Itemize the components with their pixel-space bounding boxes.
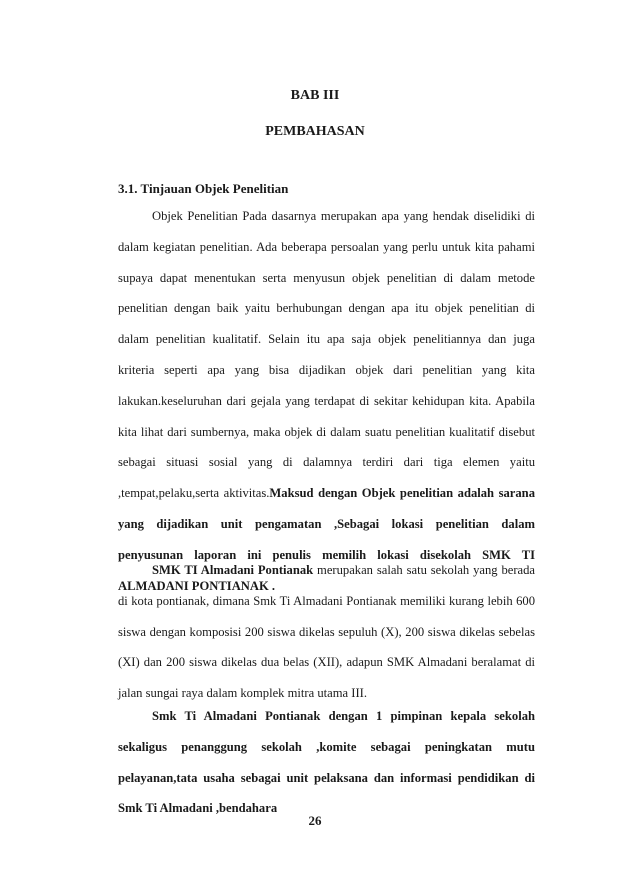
paragraph-bold-text: SMK TI Almadani Pontianak <box>152 563 314 577</box>
section-title: 3.1. Tinjauan Objek Penelitian <box>118 181 289 196</box>
paragraph-organization <box>118 701 535 824</box>
paragraph-objek-penelitian <box>118 201 535 601</box>
paragraph-text: Objek Penelitian Pada dasarnya merupakan apa yang hendak diselidiki di dalam kegiatan penelitian. Ada beberapa persoalan yang perlu untuk kita pahami supaya dapat menentukan serta menyusun objek penelitian di dalam metode penelitian dengan baik yaitu berhubungan dengan apa itu objek penelitian di dalam penelitian kualitatif. Selain itu apa saja objek penelitiannya dan juga kriteria seperti apa yang bisa dijadikan objek dari penelitian yang kita lakukan.keseluruhan dari gejala yang terdapat di sekitar kehidupan kita. Apabila kita lihat dari sumbernya, maka objek di dalam suatu penelitian kualitatif disebut sebagai situasi sosial yang di dalamnya terdiri dari tiga elemen yaitu ,tempat,pelaku,serta aktivitas. <box>118 209 535 501</box>
paragraph-bold-text: Smk Ti Almadani Pontianak dengan 1 pimpinan kepala sekolah sekaligus penanggung sekolah ,komite sebagai peningkatan mutu pelayanan,tata usaha sebagai unit pelaksana dan informasi pendidikan di Smk Ti Almadani ,bendahara <box>118 709 535 816</box>
chapter-label: BAB III <box>290 88 340 103</box>
paragraph-text: merupakan salah satu sekolah yang berada di kota pontianak, dimana Smk Ti Almadani Pontianak memiliki kurang lebih 600 siswa dengan komposisi 200 siswa dikelas sepuluh (X), 200 siswa dikelas sebelas (XI) dan 200 siswa dikelas dua belas (XII), adapun SMK Almadani beralamat di jalan sungai raya dalam komplek mitra utama III. <box>118 563 535 701</box>
paragraph-bold-text: Maksud dengan Objek penelitian adalah sarana yang dijadikan unit pengamatan ,Sebagai lokasi penelitian dalam penyusunan laporan ini penulis memilih lokasi disekolah SMK TI ALMADANI PONTIANAK . <box>118 486 535 593</box>
chapter-title: PEMBAHASAN <box>265 124 365 139</box>
page-number: 26 <box>308 813 322 828</box>
paragraph-smk-profile <box>118 555 535 709</box>
